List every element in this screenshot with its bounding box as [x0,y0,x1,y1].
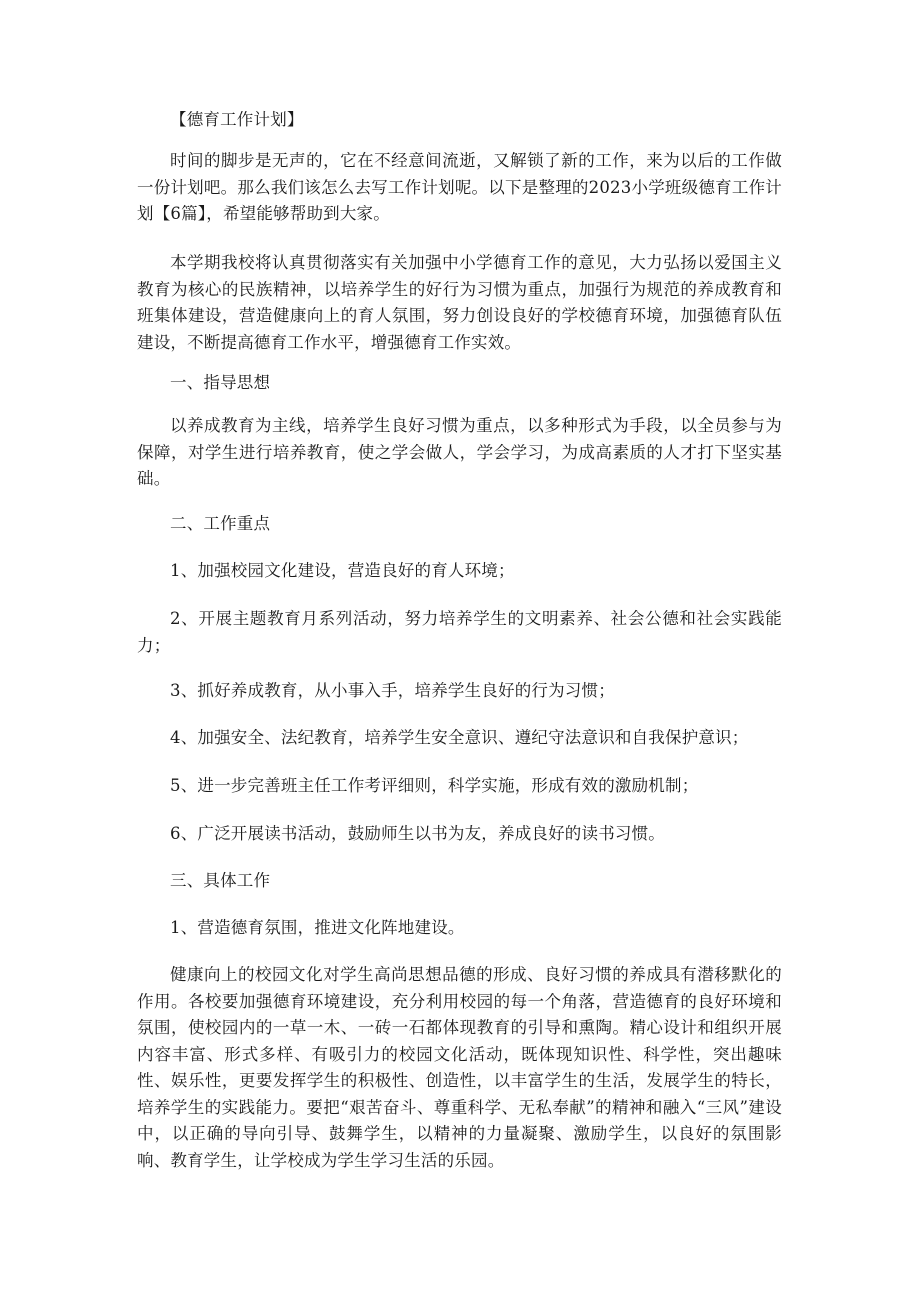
section-heading-specific-work: 三、具体工作 [170,871,271,890]
guiding-thought-paragraph: 以养成教育为主线，培养学生良好习惯为重点，以多种形式为手段，以全员参与为保障，对学生进行培养教育，使之学会做人，学会学习，为成高素质的人才打下坚实基础。 [137,416,782,488]
work-focus-item: 6、广泛开展读书活动，鼓励师生以书为友，养成良好的读书习惯。 [170,824,665,843]
work-focus-item: 3、抓好养成教育，从小事入手，培养学生良好的行为习惯； [170,681,615,700]
section-heading-work-focus: 二、工作重点 [170,514,271,533]
work-focus-item: 5、进一步完善班主任工作考评细则，科学实施，形成有效的激励机制； [170,776,699,795]
specific-work-item-heading: 1、营造德育氛围，推进文化阵地建设。 [170,918,465,937]
section-heading-guiding-thought: 一、指导思想 [170,373,271,392]
intro-paragraph: 时间的脚步是无声的，它在不经意间流逝，又解锁了新的工作，来为以后的工作做一份计划吧。那么我们该怎么去写工作计划呢。以下是整理的2023小学班级德育工作计划【6篇】，希望能够帮助到大家。 [137,151,782,223]
document-title: 【德育工作计划】 [170,110,304,129]
work-focus-item: 2、开展主题教育月系列活动，努力培养学生的文明素养、社会公德和社会实践能力； [137,609,782,655]
work-focus-item: 4、加强安全、法纪教育，培养学生安全意识、遵纪守法意识和自我保护意识； [170,728,749,747]
document-page [137,0,782,1301]
overview-paragraph: 本学期我校将认真贯彻落实有关加强中小学德育工作的意见，大力弘扬以爱国主义教育为核心的民族精神，以培养学生的好行为习惯为重点，加强行为规范的养成教育和班集体建设，营造健康向上的育人氛围，努力创设良好的学校德育环境，加强德育队伍建设，不断提高德育工作水平，增强德育工作实效。 [137,253,782,352]
work-focus-item: 1、加强校园文化建设，营造良好的育人环境； [170,561,515,580]
specific-work-item-paragraph: 健康向上的校园文化对学生高尚思想品德的形成、良好习惯的养成具有潜移默化的作用。各校要加强德育环境建设，充分利用校园的每一个角落，营造德育的良好环境和氛围，使校园内的一草一木、一砖一石都体现教育的引导和熏陶。精心设计和组织开展内容丰富、形式多样、有吸引力的校园文化活动，既体现知识性、科学性，突出趣味性、娱乐性，更要发挥学生的积极性、创造性，以丰富学生的生活，发展学生的特长，培养学生的实践能力。要把“艰苦奋斗、尊重科学、无私奉献”的精神和融入“三风”建设中，以正确的导向引导、鼓舞学生，以精神的力量凝聚、激励学生，以良好的氛围影响、教育学生，让学校成为学生学习生活的乐园。 [137,965,782,1170]
